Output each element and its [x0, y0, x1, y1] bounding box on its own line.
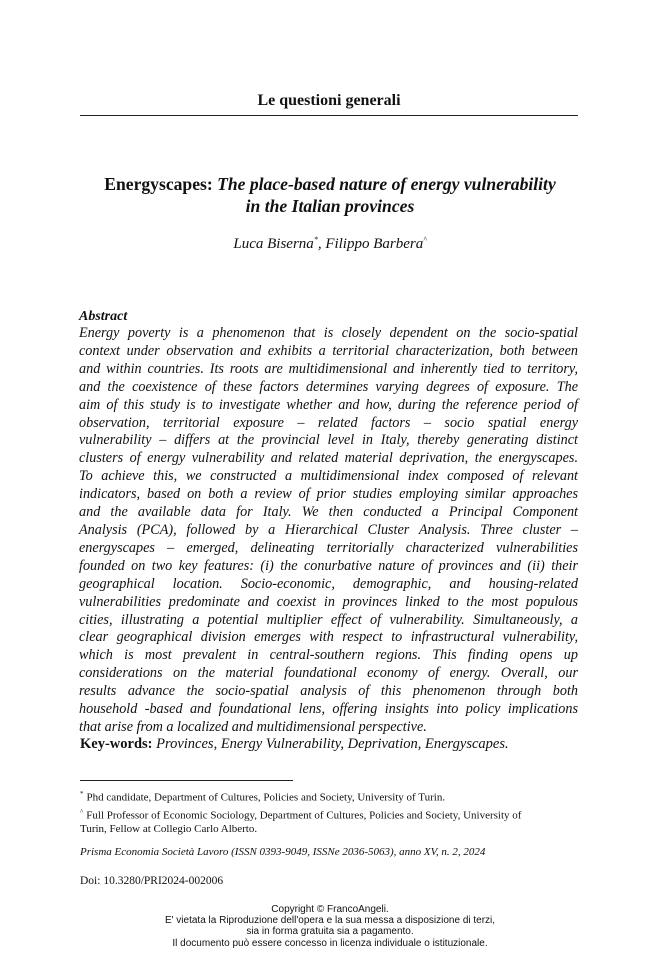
- abstract-line: and the coexistence of these factors determines varying degrees of exposure. The: [79, 378, 578, 395]
- abstract-line: vulnerability – differs at the provincial level in Italy, thereby generating distinct: [79, 432, 578, 449]
- author-name: Filippo Barbera: [325, 236, 424, 252]
- copyright-notice: [130, 904, 530, 949]
- footnote-divider: [80, 780, 293, 781]
- header-divider: [80, 115, 578, 116]
- footnote-text: Full Professor of Economic Sociology, Department of Cultures, Policies and Society, University of: [86, 809, 522, 822]
- abstract-line: Energy poverty is a phenomenon that is closely dependent on the socio-spatial: [79, 325, 578, 341]
- footnote-text: Phd candidate, Department of Cultures, Policies and Society, University of Turin.: [86, 791, 446, 804]
- keywords-label: Key-words:: [80, 736, 153, 752]
- abstract-line: observation, territorial exposure – related factors – socio spatial energy: [79, 414, 578, 431]
- keywords-text: Provinces, Energy Vulnerability, Deprivation, Energyscapes.: [152, 736, 509, 752]
- doi: Doi: 10.3280/PRI2024-002006: [80, 875, 224, 887]
- abstract-line: which is most prevalent in central-southern regions. This finding opens up: [79, 647, 578, 664]
- title-line-1: The place-based nature of energy vulnerability: [212, 174, 556, 194]
- abstract-line: Analysis (PCA), followed by a Hierarchical Cluster Analysis. Three cluster –: [79, 521, 578, 538]
- abstract-heading: Abstract: [79, 309, 128, 324]
- footnote-text-continuation: Turin, Fellow at Collegio Carlo Alberto.: [80, 823, 258, 836]
- copyright-line: E' vietata la Riproduzione dell'opera e la sua messa a disposizione di terzi,: [164, 915, 496, 927]
- author-separator: ,: [317, 236, 326, 252]
- copyright-line: sia in forma gratuita sia a pagamento.: [246, 926, 414, 938]
- abstract-body: [79, 325, 578, 737]
- abstract-line: clusters of energy vulnerability and related material deprivation, the energyscapes.: [79, 450, 578, 467]
- abstract-line: considerations on the material foundational economy of energy. Overall, our: [79, 665, 578, 682]
- abstract-line: cities, illustrating a potential multiplier effect of vulnerability. Simultaneously, a: [79, 611, 578, 628]
- abstract-line: results advance the socio-spatial analysis of this phenomenon through both: [79, 683, 578, 700]
- title-line-2: in the Italian provinces: [245, 196, 415, 216]
- section-header: Le questioni generali: [257, 92, 401, 109]
- journal-citation: Prisma Economia Società Lavoro (ISSN 0393-9049, ISSNe 2036-5063), anno XV, n. 2, 2024: [80, 846, 486, 858]
- keywords: [80, 736, 580, 753]
- author-name: Luca Biserna: [233, 236, 314, 252]
- abstract-line: To achieve this, we constructed a multidimensional index composed of relevant: [79, 468, 578, 485]
- abstract-line: context under observation and exhibits a territorial characterization, both between: [79, 342, 578, 359]
- abstract-line: vulnerabilities predominate and coexist in provinces linked to the most populous: [79, 593, 578, 610]
- footnote-item: [80, 787, 580, 805]
- abstract-line: and within countries. Its roots are multidimensional and inherently tied to territory,: [79, 360, 578, 377]
- abstract-line: household -based and foundational lens, offering insights into policy implications: [79, 701, 578, 718]
- abstract-line: and the available data for Italy. We then conducted a Principal Component: [79, 504, 578, 521]
- abstract-line: geographical location. Socio-economic, demographic, and housing-related: [79, 575, 578, 592]
- copyright-line: Copyright © FrancoAngeli.: [271, 904, 389, 915]
- abstract-line: clear geographical division emerges with respect to infrastructural vulnerability,: [79, 629, 578, 646]
- abstract-line: that arise from a localized and multidimensional perspective.: [79, 718, 427, 735]
- author-footnote-mark: ^: [423, 235, 427, 244]
- abstract-line: indicators, based on both a review of prior studies employing similar approaches: [79, 486, 578, 503]
- footnotes: [80, 787, 580, 836]
- paper-title: [80, 173, 580, 217]
- abstract-line: aim of this study is to investigate whether and how, during the reference period of: [79, 396, 578, 413]
- footnote-mark: *: [80, 790, 84, 798]
- footnote-mark: ^: [80, 807, 84, 816]
- title-prefix: Energyscapes:: [104, 174, 213, 194]
- abstract-line: energyscapes – emerged, delineating territorially characterized vulnerabilities: [79, 539, 578, 556]
- abstract-line: founded on two key features: (i) the conurbative nature of provinces and (ii) their: [79, 557, 578, 574]
- author-footnote-mark: *: [313, 235, 318, 244]
- copyright-line: Il documento può essere concesso in licenza individuale o istituzionale.: [172, 937, 488, 949]
- footnote-item: [80, 805, 580, 837]
- author-list: [80, 235, 580, 253]
